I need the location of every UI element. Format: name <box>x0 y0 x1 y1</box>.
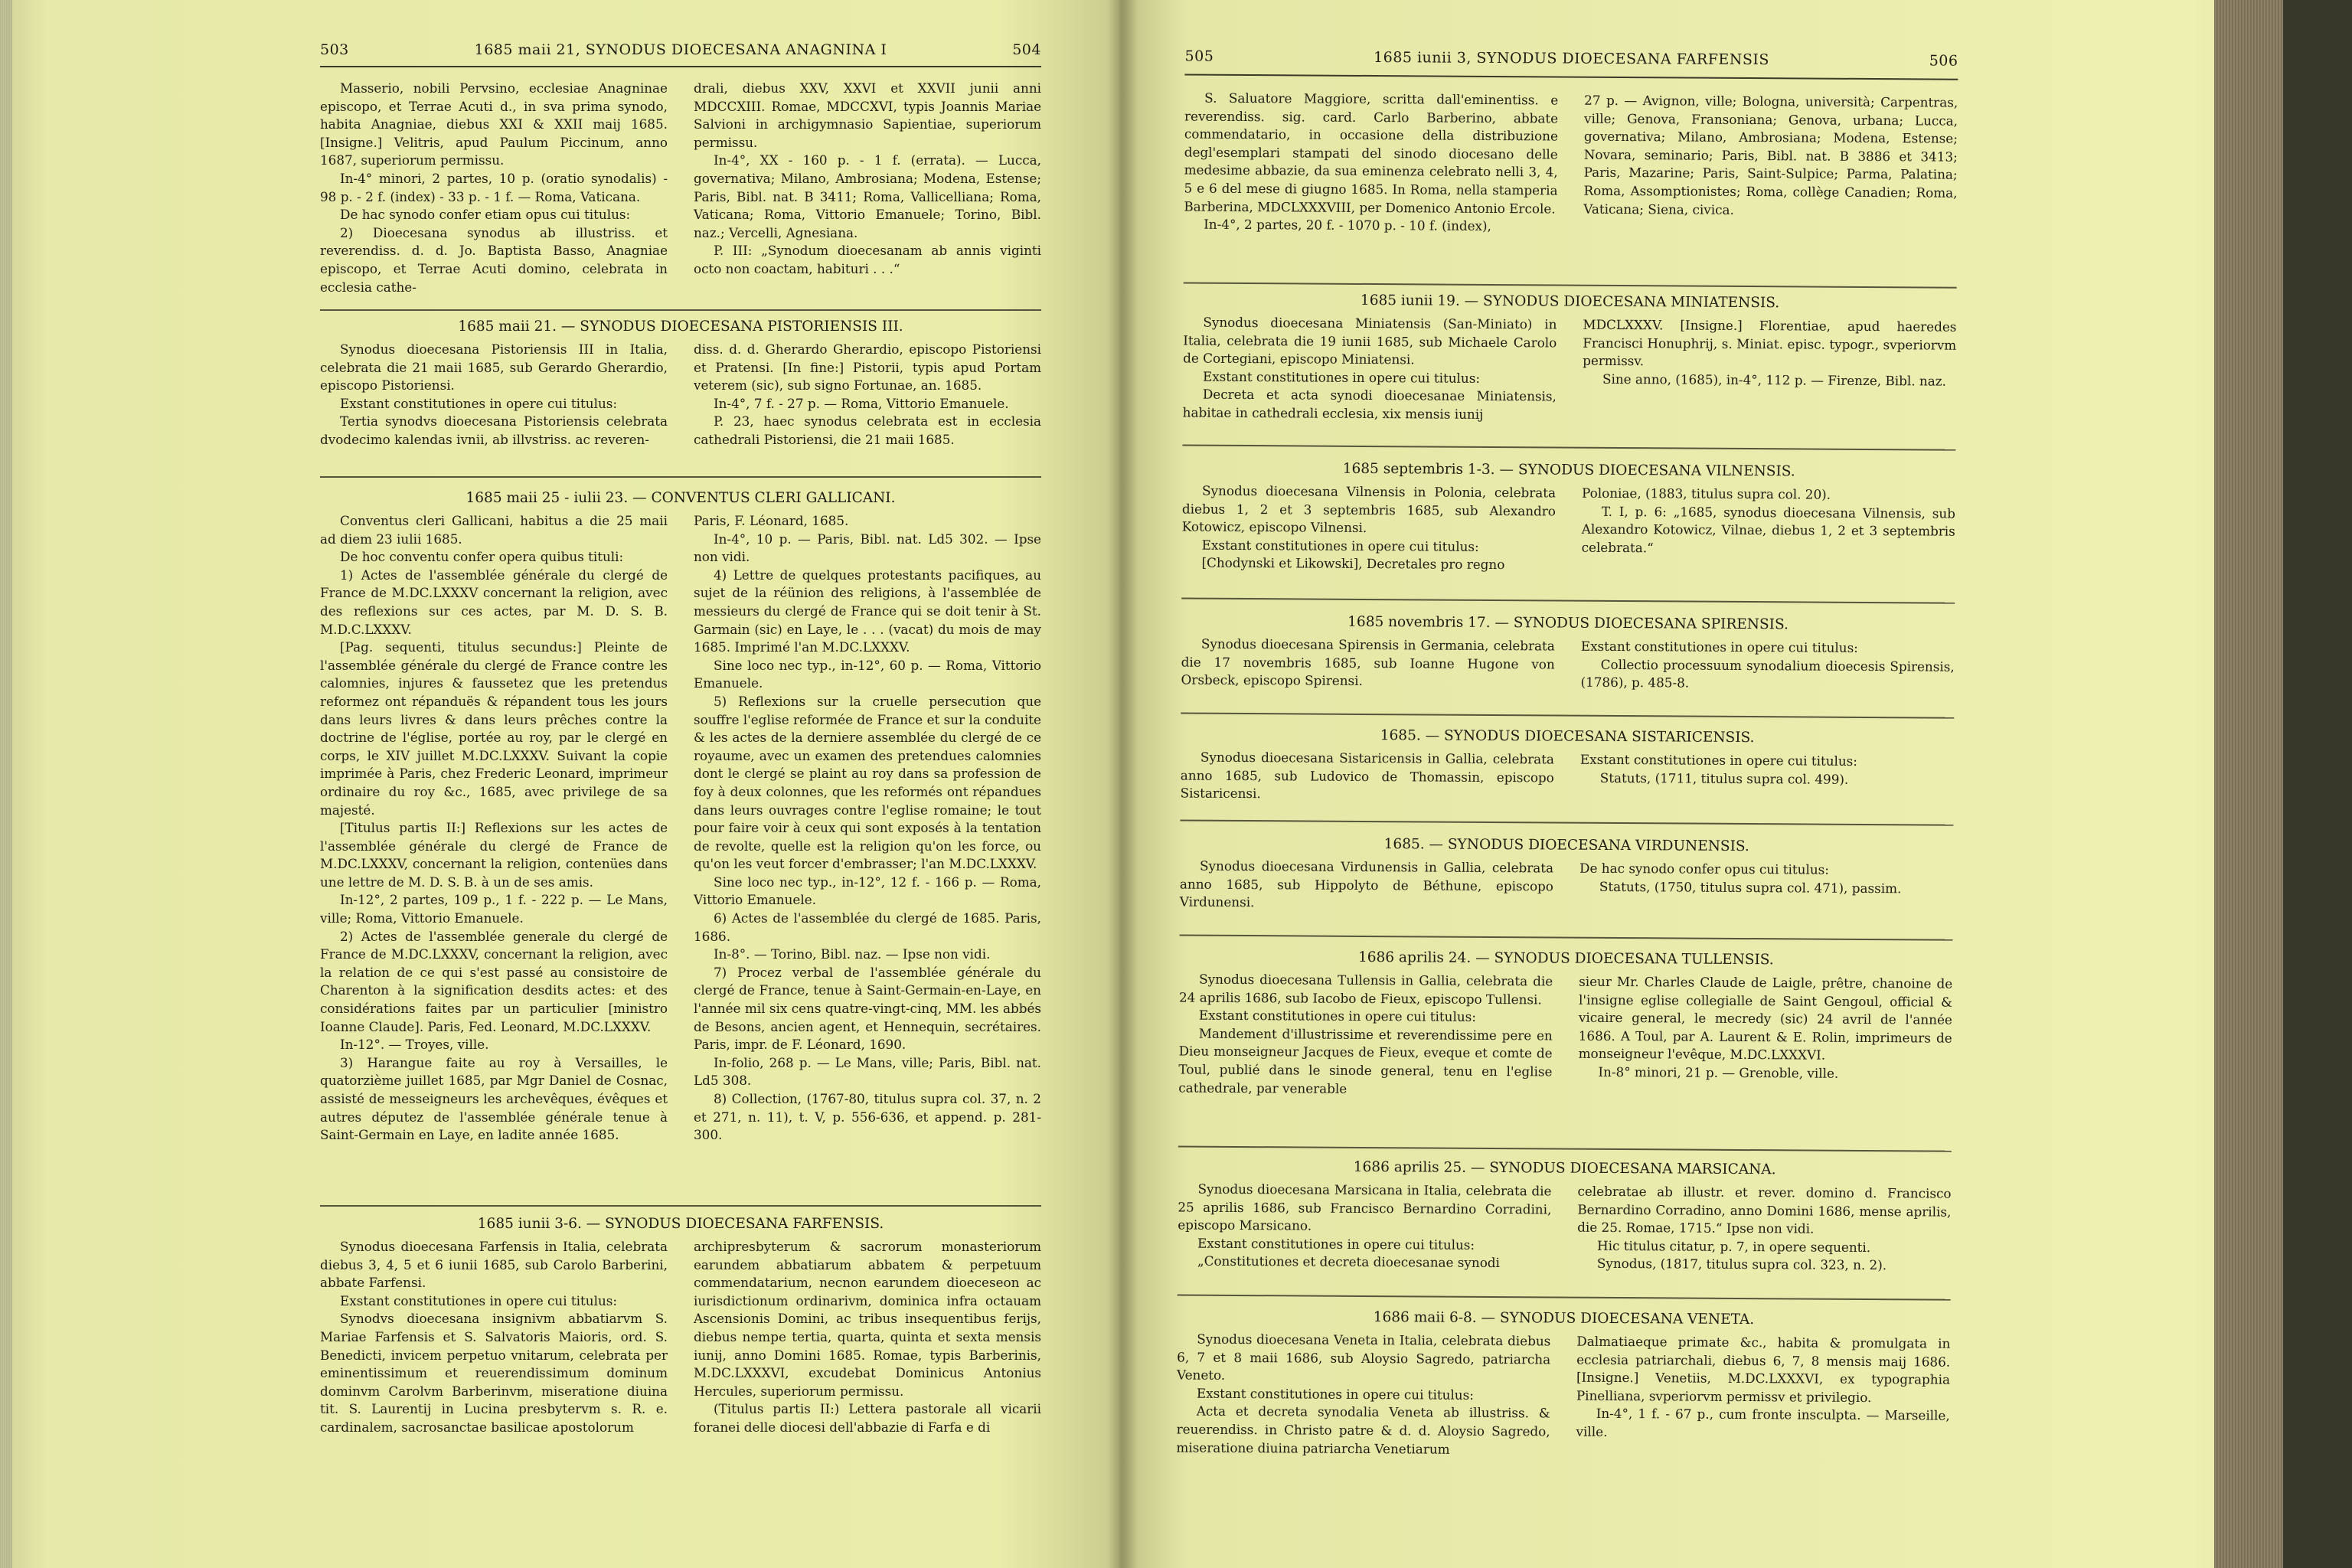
paragraph: Decreta et acta synodi dioecesanae Miniatensis, habitae in cathedrali ecclesia, xix mensis iunij <box>1182 387 1557 422</box>
paragraph: In-folio, 268 p. — Le Mans, ville; Paris, Bibl. nat. Ld5 308. <box>694 1054 1041 1089</box>
text-column <box>1184 90 1558 237</box>
left-running-head <box>320 41 1041 58</box>
text-column <box>320 512 668 1145</box>
paragraph: De hoc conventu confer opera quibus tituli: <box>340 549 624 565</box>
paragraph: Exstant constitutiones in opere cui titulus: <box>1580 638 1858 655</box>
paragraph: Collectio processuum synodalium dioecesis Spirensis, (1786), p. 485-8. <box>1580 656 1955 691</box>
paragraph: Synodus dioecesana Tullensis in Gallia, celebrata die 24 aprilis 1686, sub Iacobo de Fieux, episcopo Tullensi. <box>1178 971 1553 1007</box>
paragraph: Tertia synodvs dioecesana Pistoriensis celebrata dvodecimo kalendas ivnii, ab illvstriss. ac reveren- <box>320 413 668 447</box>
text-column <box>1577 1183 1952 1276</box>
paragraph: P. 23, haec synodus celebrata est in ecclesia cathedrali Pistoriensi, die 21 maii 1685. <box>694 413 1041 447</box>
entry-heading: 1685 maii 21. — SYNODUS DIOECESANA PISTORIENSIS III. <box>458 318 903 335</box>
entry-miniatensis <box>1183 292 1957 427</box>
text-column <box>1578 973 1952 1102</box>
paragraph: Statuts, (1750, titulus supra col. 471), passim. <box>1599 878 1902 896</box>
paragraph: Synodus dioecesana Pistoriensis III in Italia, celebrata die 21 maii 1685, sub Gerardo Gherardio, episcopo Pistoriensi. <box>320 341 668 394</box>
text-column <box>1178 1180 1552 1272</box>
entry-heading: 1685 septembris 1-3. — SYNODUS DIOECESANA VILNENSIS. <box>1342 460 1795 480</box>
paragraph: Synodus dioecesana Virdunensis in Gallia, celebrata anno 1685, sub Hippolyto de Béthune, episcopo Virdunensi. <box>1179 858 1554 910</box>
text-column <box>1176 1330 1550 1459</box>
paragraph: [Pag. sequenti, titulus secundus:] Pleinte de l'assemblée générale du clergé de France contre les calomnies, injures & faussetez que les pretendus reformez ont répanduës & répandent tous les jours dans leurs livres & dans leurs prêches contre la doctrine de l'église, portée au roy, par le clergé en corps, le XIV juillet M.DC.LXXXV. Suivant la copie imprimée à Paris, chez Frederic Leonard, imprimeur ordinaire du roy &c., 1685, avec privilege de sa majesté. <box>320 639 668 818</box>
paragraph: S. Saluatore Maggiore, scritta dall'eminentiss. e reverendiss. sig. card. Carlo Barberino, abbate commendatario, in occasione della distribuzione degl'esemplari stampati del sinodo diocesano delle medesime abbazie, da sua eminenza celebrato nelli 3, 4, 5 e 6 del mese di giugno 1685. In Roma, nella stamperia Barberina, MDCLXXXVIII, per Domenico Antonio Ercole. <box>1184 90 1559 217</box>
right-running-head <box>1184 48 1958 70</box>
entry-separator <box>1181 713 1954 719</box>
paragraph: Sine loco nec typ., in-12°, 12 f. - 166 p. — Roma, Vittorio Emanuele. <box>694 874 1041 908</box>
right-page-number: 505 <box>1184 47 1214 65</box>
text-column <box>694 512 1041 1145</box>
text-column <box>694 1238 1041 1437</box>
paragraph: In-12°, 2 partes, 109 p., 1 f. - 222 p. — Le Mans, ville; Roma, Vittorio Emanuele. <box>320 892 668 926</box>
text-column <box>1180 858 1553 914</box>
entry-separator <box>1184 283 1957 289</box>
paragraph: Synodvs dioecesana insignivm abbatiarvm S. Mariae Farfensis et S. Salvatoris Maioris, ord. S. Benedicti, invicem perpetuo vnitarum, celebrata per eminentissimum et reuerendissimum dominum dominvm Carolvm Barberinvm, miseratione diuina tit. S. Laurentij in Lucina presbytervm s. R. e. cardinalem, sacrosanctae basilicae apostolorum <box>320 1311 668 1435</box>
book-fore-edge <box>2214 0 2283 1568</box>
entry-marsicana <box>1178 1158 1952 1275</box>
text-column <box>1178 971 1553 1099</box>
text-column <box>320 1238 668 1437</box>
paragraph: [Titulus partis II:] Reflexions sur les actes de l'assemblée générale du clergé de France de M.DC.LXXXV, concernant la religion, contenües dans une lettre de M. D. S. B. à un de ses amis. <box>320 820 668 890</box>
paragraph: In-8°. — Torino, Bibl. naz. — Ipse non vidi. <box>714 946 991 962</box>
entry-pistoriensis <box>320 318 1041 449</box>
text-column <box>1181 635 1555 692</box>
text-column <box>694 80 1041 296</box>
entry-separator <box>320 1205 1041 1207</box>
entry-farfensis-continued <box>1184 90 1958 239</box>
left-page-number-2: 504 <box>1012 41 1041 58</box>
paragraph: Exstant constitutiones in opere cui titulus: <box>1197 1235 1475 1253</box>
paragraph: 3) Harangue faite au roy à Versailles, le quatorzième juillet 1685, par Mgr Daniel de Cosnac, assisté de messeigneurs les archevêques, évêques et autres députez de l'assemblée générale tenue à Saint-Germain en Laye, en ladite année 1685. <box>320 1054 668 1143</box>
entry-separator <box>1180 935 1953 941</box>
entry-vilnensis <box>1181 460 1955 577</box>
paragraph: Synodus dioecesana Vilnensis in Polonia, celebrata diebus 1, 2 et 3 septembris 1685, sub Alexandro Kotowicz, episcopo Vilnensi. <box>1181 482 1557 536</box>
entry-farfensis <box>320 1216 1041 1437</box>
paragraph: In-4°, 7 f. - 27 p. — Roma, Vittorio Emanuele. <box>714 395 1009 411</box>
paragraph: In-4°, 2 partes, 20 f. - 1070 p. - 10 f. (index), <box>1204 216 1491 234</box>
paragraph: De hac synodo confer etiam opus cui titulus: <box>340 207 631 223</box>
paragraph: sieur Mr. Charles Claude de Laigle, prêtre, chanoine de l'insigne eglise collegialle de Saint Gengoul, official & vicaire general, le mecredy (sic) 24 avril de l'année 1686. A Toul, par A. Laurent & E. Rolin, imprimeurs de monseigneur l'evêque, M.DC.LXXXVI. <box>1578 973 1953 1063</box>
right-page <box>1119 0 2283 1568</box>
entry-separator <box>320 309 1041 311</box>
text-column <box>1183 314 1557 425</box>
left-page-title: 1685 maii 21, SYNODUS DIOECESANA ANAGNINA I <box>474 41 887 58</box>
entry-heading: 1685. — SYNODUS DIOECESANA VIRDUNENSIS. <box>1383 836 1749 855</box>
paragraph: In-4°, XX - 160 p. - 1 f. (errata). — Lucca, governativa; Milano, Ambrosiana; Modena, Estense; Paris, Bibl. nat. B 3411; Roma, Vallicelliana; Roma, Vaticana; Roma, Vittorio Emanuele; Torino, Bibl. naz.; Vercelli, Agnesiana. <box>694 152 1041 240</box>
text-column <box>1581 485 1955 577</box>
right-page-number-2: 506 <box>1929 52 1958 70</box>
entry-separator <box>1181 598 1955 604</box>
paragraph: 5) Reflexions sur la cruelle persecution que souffre l'eglise reformée de France et sur la conduite & les actes de la derniere assemblée du clergé de ce royaume, avec un examen des pretendues calomnies dont le clergé se plaint au roy dans sa profession de foy à deux colonnes, que les reformés ont répandues dans leurs ouvrages contre l'eglise romaine; le tout pour faire voir à ceux qui sont exposés à la tentation de revolte, quelle est la religion qu'on les force, ou qu'on les veut forcer d'embrasser; l'an M.DC.LXXXV. <box>694 693 1041 872</box>
paragraph: Exstant constitutiones in opere cui titulus: <box>340 395 618 411</box>
left-page-edge <box>0 0 12 1568</box>
entry-heading: 1685 novembris 17. — SYNODUS DIOECESANA SPIRENSIS. <box>1348 613 1788 633</box>
paragraph: Exstant constitutiones in opere cui titulus: <box>340 1292 618 1308</box>
entry-separator <box>1180 820 1953 826</box>
entry-separator <box>1178 1145 1952 1152</box>
paragraph: P. III: „Synodum dioecesanam ab annis viginti octo non coactam, habituri . . .“ <box>694 243 1041 276</box>
text-column <box>1181 482 1556 575</box>
text-column <box>1580 638 1954 694</box>
paragraph: (Titulus partis II:) Lettera pastorale all vicarii foranei delle diocesi dell'abbazie di Farfa e di <box>694 1401 1041 1435</box>
paragraph: MDCLXXXV. [Insigne.] Florentiae, apud haeredes Francisci Honuphrij, s. Miniat. episc. typogr., svperiorvm permissv. <box>1583 316 1957 369</box>
entry-separator <box>320 476 1041 478</box>
paragraph: In-4°, 1 f. - 67 p., cum fronte insculpta. — Marseille, ville. <box>1576 1406 1950 1439</box>
entry-tullensis <box>1178 949 1952 1102</box>
paragraph: Synodus dioecesana Veneta in Italia, celebrata diebus 6, 7 et 8 maii 1686, sub Aloysio Sagredo, patriarcha Veneto. <box>1176 1331 1551 1383</box>
paragraph: [Chodynski et Likowski], Decretales pro regno <box>1201 555 1505 573</box>
paragraph: Mandement d'illustrissime et reverendissime pere en Dieu monseigneur Jacques de Fieux, eveque et comte de Toul, publié dans le sinode general, tenu en l'eglise cathedrale, par venerable <box>1178 1025 1553 1096</box>
paragraph: In-12°. — Troyes, ville. <box>340 1037 489 1053</box>
right-header-rule <box>1184 74 1958 80</box>
paragraph: 4) Lettre de quelques protestants pacifiques, au sujet de la réünion des religions, à l'assemblée de messieurs du clergé de France qui se doit tenir à St. Garmain (sic) en Laye, le . . . (vacat) du mois de may 1685. Imprimé l'an M.DC.LXXXV. <box>694 567 1041 655</box>
paragraph: Exstant constitutiones in opere cui titulus: <box>1202 368 1481 386</box>
paragraph: Dalmatiaeque primate &c., habita & promulgata in ecclesia patriarchali, diebus 6, 7, 8 mensis maij 1686. [Insigne.] Venetiis, M.DC.LXXXVI, ex typographia Pinelliana, svperiorvm permissv et privilegio. <box>1576 1333 1951 1405</box>
paragraph: Exstant constitutiones in opere cui titulus: <box>1579 751 1858 769</box>
paragraph: Masserio, nobili Pervsino, ecclesiae Anagninae episcopo, et Terrae Acuti d., in sva prima synodo, habita Anagniae, diebus XXI & XXII maij 1685. [Insigne.] Velitris, apud Paulum Piccinum, anno 1687, superiorum permissu. <box>320 80 668 168</box>
paragraph: Sine loco nec typ., in-12°, 60 p. — Roma, Vittorio Emanuele. <box>694 657 1041 691</box>
paragraph: Paris, F. Léonard, 1685. <box>694 513 849 528</box>
paragraph: Synodus, (1817, titulus supra col. 323, n. 2). <box>1596 1256 1887 1273</box>
paragraph: Exstant constitutiones in opere cui titulus: <box>1198 1007 1476 1025</box>
text-column <box>1181 749 1554 805</box>
text-column <box>320 80 668 296</box>
left-header-rule <box>320 66 1041 67</box>
entry-veneta <box>1176 1308 1950 1461</box>
text-column <box>1580 751 1954 808</box>
paragraph: Acta et decreta synodalia Veneta ab illustriss. & reuerendiss. in Christo patre & d. d. Aloysio Sagredo, miseratione diuina patriarcha Venetiarum <box>1176 1403 1550 1457</box>
entry-heading: 1685 maii 25 - iulii 23. — CONVENTUS CLERI GALLICANI. <box>466 490 896 506</box>
text-column <box>1583 92 1958 239</box>
paragraph: Statuts, (1711, titulus supra col. 499). <box>1599 769 1849 787</box>
paragraph: In-8° minori, 21 p. — Grenoble, ville. <box>1598 1063 1839 1081</box>
paragraph: Synodus dioecesana Farfensis in Italia, celebrata diebus 3, 4, 5 et 6 iunii 1685, sub Carolo Barberini, abbate Farfensi. <box>320 1239 668 1291</box>
entry-sistaricensis <box>1181 727 1955 808</box>
paragraph: Sine anno, (1685), in-4°, 112 p. — Firenze, Bibl. naz. <box>1602 371 1946 389</box>
paragraph: celebratae ab illustr. et rever. domino d. Francisco Bernardino Corradino, anno Domini 1686, mense aprilis, die 25. Romae, 1715.“ Ipse non vidi. <box>1577 1183 1952 1236</box>
entry-anagnina-continued <box>320 80 1041 296</box>
paragraph: Synodus dioecesana Marsicana in Italia, celebrata die 25 aprilis 1686, sub Francisco Bernardino Corradini, episcopo Marsicano. <box>1178 1181 1552 1233</box>
paragraph: In-4° minori, 2 partes, 10 p. (oratio synodalis) - 98 p. - 2 f. (index) - 33 p. - 1 f. — Roma, Vaticana. <box>320 170 668 204</box>
paragraph: T. I, p. 6: „1685, synodus dioecesana Vilnensis, sub Alexandro Kotowicz, Vilnae, diebus 1, 2 et 3 septembris celebrata.“ <box>1581 503 1955 556</box>
text-column <box>1576 1333 1950 1462</box>
entry-separator <box>1178 1294 1951 1300</box>
paragraph: diss. d. d. Gherardo Gherardio, episcopo Pistoriensi et Pratensi. [In fine:] Pistorii, typis apud Portam veterem (sic), sub signo Fortunae, an. 1685. <box>694 341 1041 394</box>
paragraph: Synodus dioecesana Miniatensis (San-Miniato) in Italia, celebrata die 19 iunii 1685, sub Michaele Carolo de Cortegiani, episcopo Miniatensi. <box>1183 314 1557 368</box>
paragraph: Poloniae, (1883, titulus supra col. 20). <box>1582 485 1831 502</box>
text-column <box>1583 316 1957 427</box>
paragraph: 27 p. — Avignon, ville; Bologna, università; Carpentras, ville; Genova, Fransoniana; Genova, urbana; Lucca, governativa; Milano, Ambrosiana; Modena, Estense; Novara, seminario; Paris, Bibl. nat. B 3886 et 3413; Paris, Mazarine; Paris, Saint-Sulpice; Parma, Palatina; Roma, Assomptionistes; Roma, collège Canadien; Roma, Vaticana; Siena, civica. <box>1583 92 1958 217</box>
entry-conventus-gallicani <box>320 490 1041 1145</box>
text-column <box>694 341 1041 449</box>
paragraph: 2) Dioecesana synodus ab illustriss. et reverendiss. d. d. Jo. Baptista Basso, Anagniae episcopo, et Terrae Acuti domino, celebrata in ecclesia cathe- <box>320 224 668 295</box>
paragraph: De hac synodo confer opus cui titulus: <box>1579 860 1830 877</box>
entry-heading: 1686 aprilis 25. — SYNODUS DIOECESANA MARSICANA. <box>1353 1158 1776 1178</box>
paragraph: 8) Collection, (1767-80, titulus supra col. 37, n. 2 et 271, n. 11), t. V, p. 556-636, et append. p. 281-300. <box>694 1091 1041 1143</box>
paragraph: Synodus dioecesana Sistaricensis in Gallia, celebrata anno 1685, sub Ludovico de Thomassin, episcopo Sistaricensi. <box>1180 749 1555 802</box>
paragraph: Hic titulus citatur, p. 7, in opere sequenti. <box>1597 1237 1871 1255</box>
paragraph: In-4°, 10 p. — Paris, Bibl. nat. Ld5 302. — Ipse non vidi. <box>694 531 1041 565</box>
left-page <box>0 0 1119 1568</box>
paragraph: 7) Procez verbal de l'assemblée générale du clergé de France, tenue à Saint-Germain-en-Laye, en l'année mil six cens quatre-vingt-cinq, MM. les abbés de Besons, ancien agent, et Hennequin, secrétaires. Paris, impr. de F. Léonard, 1690. <box>694 964 1041 1053</box>
paragraph: Conventus cleri Gallicani, habitus a die 25 maii ad diem 23 iulii 1685. <box>320 513 668 547</box>
left-page-number: 503 <box>320 41 349 58</box>
entry-heading: 1686 maii 6-8. — SYNODUS DIOECESANA VENETA. <box>1373 1309 1755 1328</box>
entry-virdunensis <box>1180 835 1954 916</box>
right-page-title: 1685 iunii 3, SYNODUS DIOECESANA FARFENSIS <box>1374 49 1770 69</box>
entry-heading: 1686 aprilis 24. — SYNODUS DIOECESANA TULLENSIS. <box>1357 949 1774 969</box>
entry-heading: 1685. — SYNODUS DIOECESANA SISTARICENSIS. <box>1380 727 1755 746</box>
paragraph: 1) Actes de l'assemblée générale du clergé de France de M.DC.LXXXV concernant la religion, avec des reflexions sur ces actes, par M. D. S. B. M.D.C.LXXXV. <box>320 567 668 637</box>
paragraph: Synodus dioecesana Spirensis in Germania, celebrata die 17 novembris 1685, sub Ioanne Hugone von Orsbeck, episcopo Spirensi. <box>1181 635 1555 689</box>
paragraph: drali, diebus XXV, XXVI et XXVII junii anni MDCCXIII. Romae, MDCCXVI, typis Joannis Mariae Salvioni in archigymnasio Sapientiae, superiorum permissu. <box>694 80 1041 150</box>
text-column <box>320 341 668 449</box>
entry-heading: 1685 iunii 19. — SYNODUS DIOECESANA MINIATENSIS. <box>1360 292 1780 312</box>
text-column <box>1579 860 1953 916</box>
entry-heading: 1685 iunii 3-6. — SYNODUS DIOECESANA FARFENSIS. <box>477 1216 884 1232</box>
paragraph: Exstant constitutiones in opere cui titulus: <box>1196 1385 1474 1403</box>
paragraph: „Constitutiones et decreta dioecesanae synodi <box>1197 1253 1501 1271</box>
entry-spirensis <box>1181 613 1955 694</box>
paragraph: archipresbyterum & sacrorum monasteriorum earundem abbatiarum abbatem & perpetuum commendatarium, necnon earundem dioecesеon ac iurisdictionum ordinarivm, dominica infra octauam Ascensionis Domini, ac tribus insequentibus ferijs, diebus nempe tertia, quarta, quinta et sexta mensis iunij, anno Domini 1685. Romae, typis Barberinis, M.DC.LXXXVI, excudebat Dominicus Antonius Hercules, superiorum permissu. <box>694 1239 1041 1399</box>
entry-separator <box>1182 445 1955 451</box>
paragraph: 6) Actes de l'assemblée du clergé de 1685. Paris, 1686. <box>694 910 1041 944</box>
paragraph: Exstant constitutiones in opere cui titulus: <box>1201 537 1479 554</box>
paragraph: 2) Actes de l'assemblée generale du clergé de France de M.DC.LXXXV, concernant la religion, avec la relation de ce qui s'est passé au consistoire de Charenton à la signification desdits actes: et des considérations faites par un particulier [ministro Ioanne Claude]. Paris, Fed. Leonard, M.DC.LXXXV. <box>320 928 668 1034</box>
